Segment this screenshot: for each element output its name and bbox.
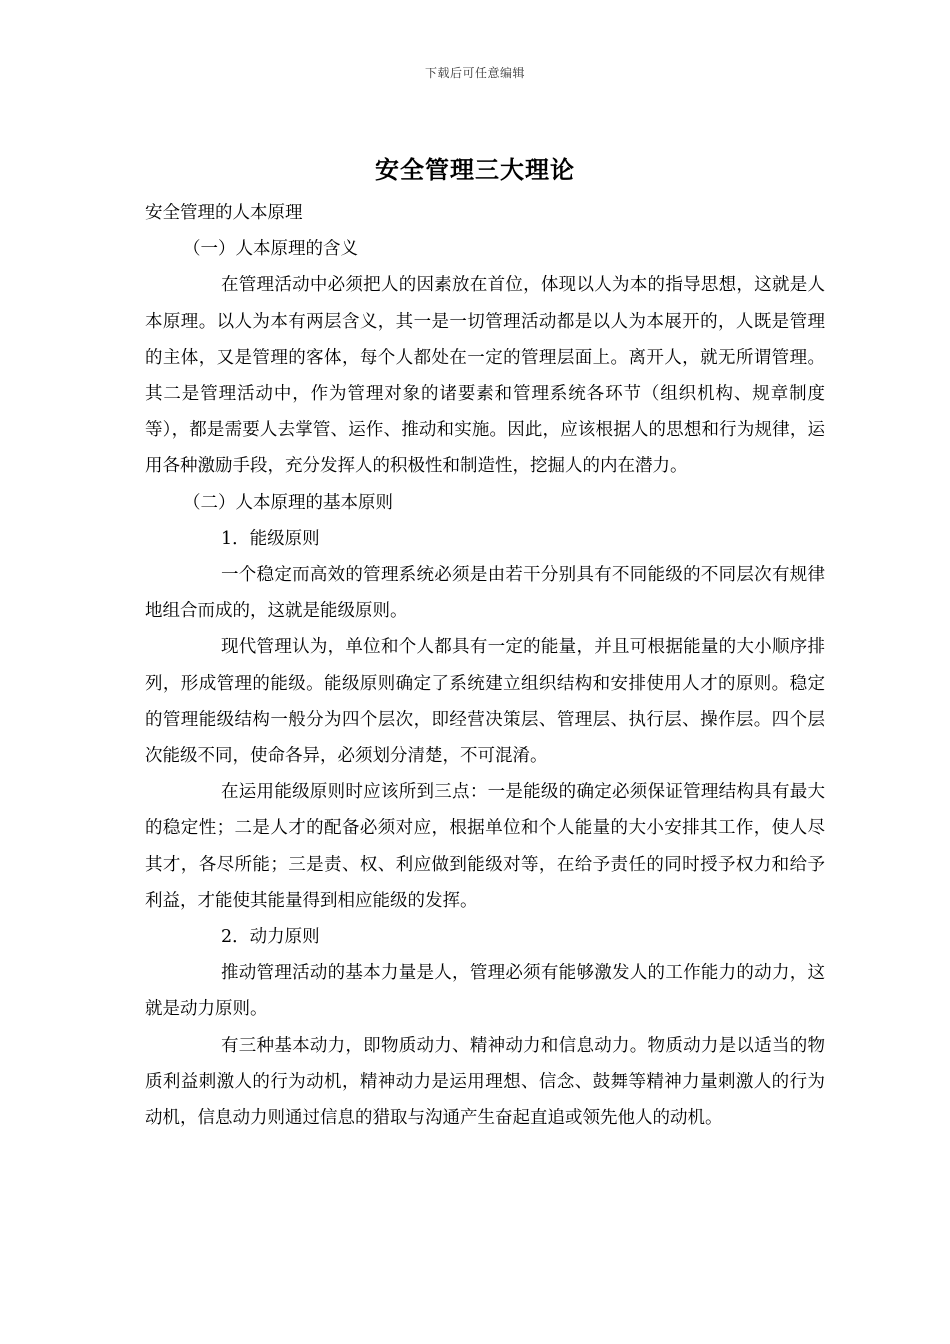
header-note: 下载后可任意编辑 bbox=[424, 66, 525, 80]
paragraph: 推动管理活动的基本力量是人，管理必须有能够激发人的工作能力的动力，这就是动力原则。 bbox=[145, 963, 825, 1020]
document-body bbox=[145, 195, 825, 1136]
section-heading: 安全管理的人本原理 bbox=[145, 203, 303, 223]
subsection-heading: （二）人本原理的基本原则 bbox=[183, 492, 393, 513]
paragraph: 现代管理认为，单位和个人都具有一定的能量，并且可根据能量的大小顺序排列，形成管理的能级。能级原则确定了系统建立组织结构和安排使用人才的原则。稳定的管理能级结构一般分为四个层次，即经营决策层、管理层、执行层、操作层。四个层次能级不同，使命各异，必须划分清楚，不可混淆。 bbox=[145, 637, 825, 767]
principle-heading: 1．能级原则 bbox=[221, 528, 320, 549]
paragraph: 一个稳定而高效的管理系统必须是由若干分别具有不同能级的不同层次有规律地组合而成的，这就是能级原则。 bbox=[145, 565, 825, 622]
paragraph: 在管理活动中必须把人的因素放在首位，体现以人为本的指导思想，这就是人本原理。以人为本有两层含义，其一是一切管理活动都是以人为本展开的，人既是管理的主体，又是管理的客体，每个人都处在一定的管理层面上。离开人，就无所谓管理。其二是管理活动中，作为管理对象的诸要素和管理系统各环节（组织机构、规章制度等），都是需要人去掌管、运作、推动和实施。因此，应该根据人的思想和行为规律，运用各种激励手段，充分发挥人的积极性和制造性，挖掘人的内在潜力。 bbox=[145, 275, 825, 477]
subsection-heading: （一）人本原理的含义 bbox=[183, 239, 358, 260]
paragraph: 在运用能级原则时应该所到三点：一是能级的确定必须保证管理结构具有最大的稳定性；二是人才的配备必须对应，根据单位和个人能量的大小安排其工作，使人尽其才，各尽所能；三是责、权、利应做到能级对等，在给予责任的同时授予权力和给予利益，才能使其能量得到相应能级的发挥。 bbox=[145, 782, 825, 911]
paragraph: 有三种基本动力，即物质动力、精神动力和信息动力。物质动力是以适当的物质利益刺激人的行为动机，精神动力是运用理想、信念、鼓舞等精神力量刺激人的行为动机，信息动力则通过信息的猎取与沟通产生奋起直追或领先他人的动机。 bbox=[145, 1035, 825, 1129]
principle-heading: 2．动力原则 bbox=[221, 927, 320, 948]
document-title: 安全管理三大理论 bbox=[375, 155, 575, 184]
